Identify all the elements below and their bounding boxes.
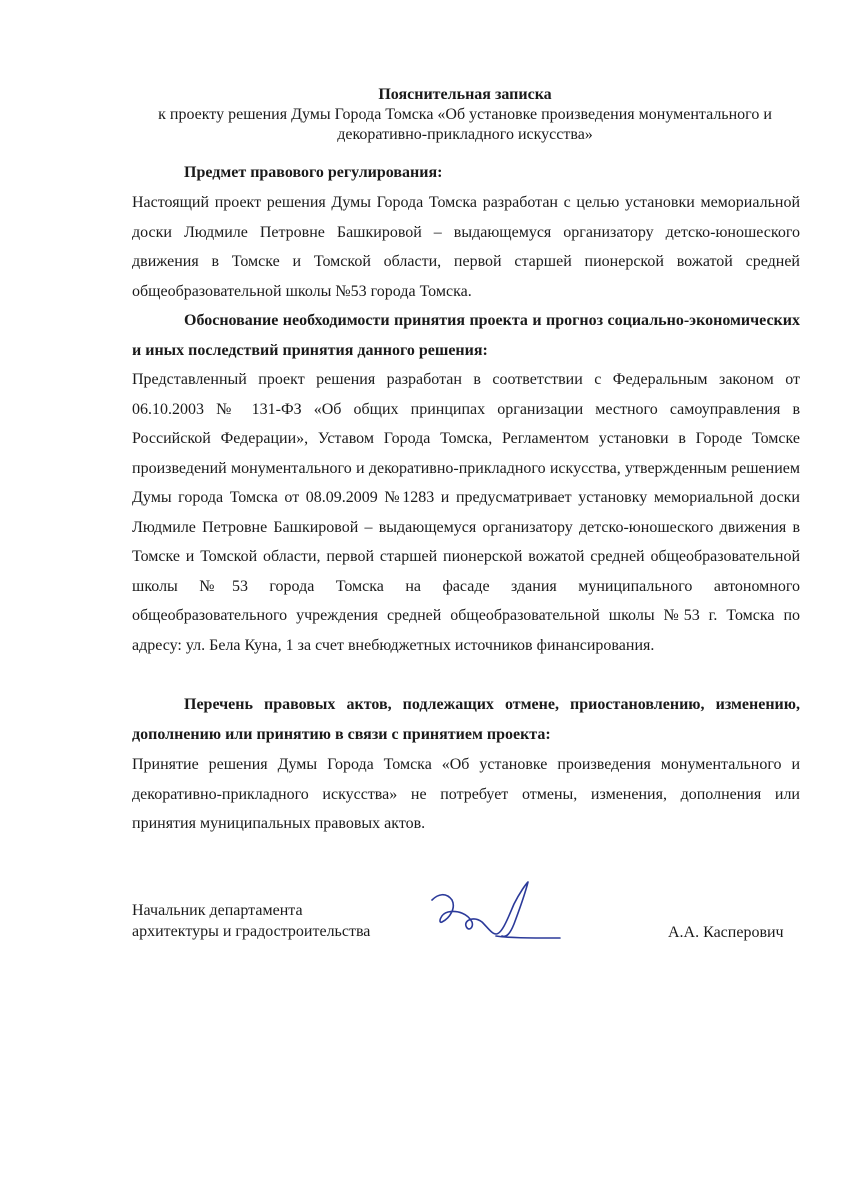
handwritten-signature <box>428 878 568 948</box>
signer-position <box>132 900 370 942</box>
signer-position-line-1: Начальник департамента <box>132 902 303 919</box>
section-heading-legal-acts: Перечень правовых актов, подлежащих отмене, приостановлению, изменению, дополнению или принятию в связи с принятием проекта: <box>132 696 800 743</box>
signer-position-line-2: архитектуры и градостроительства <box>132 923 371 940</box>
section-body-justification: Представленный проект решения разработан в соответствии с Федеральным законом от 06.10.2003 № 131-ФЗ «Об общих принципах организации местного самоуправления в Российской Федерации», Уставом Города Томска, Регламентом установки в Городе Томске произведений монументального и декоративно-прикладного искусства, утвержденным решением Думы города Томска от 08.09.2009 №1283 и предусматривает установку мемориальной доски Людмиле Петровне Башкировой – выдающемуся организатору детско-юношеского движения в Томске и Томской области, первой старшей пионерской вожатой средней общеобразовательной школы №53 города Томска на фасаде здания муниципального автономного общеобразовательного учреждения средней общеобразовательной школы №53 г. Томска по адресу: ул. Бела Куна, 1 за счет внебюджетных источников финансирования. <box>132 371 800 654</box>
section-heading-subject: Предмет правового регулирования: <box>184 164 443 181</box>
document-title: Пояснительная записка <box>378 86 552 103</box>
section-heading-justification: Обоснование необходимости принятия проекта и прогноз социально-экономических и иных последствий принятия данного решения: <box>132 312 800 359</box>
section-body-legal-acts: Принятие решения Думы Города Томска «Об установке произведения монументального и декоративно-прикладного искусства» не потребует отмены, изменения, дополнения или принятия муниципальных правовых актов. <box>132 756 800 832</box>
signer-name: А.А. Касперович <box>668 924 784 941</box>
document-subtitle-line-1: к проекту решения Думы Города Томска «Об установке произведения монументального и <box>158 106 772 123</box>
section-body-subject: Настоящий проект решения Думы Города Томска разработан с целью установки мемориальной доски Людмиле Петровне Башкировой – выдающемуся организатору детско-юношеского движения в Томске и Томской области, первой старшей пионерской вожатой средней общеобразовательной школы №53 города Томска. <box>132 194 800 300</box>
title-block <box>120 85 810 145</box>
document-subtitle-line-2: декоративно-прикладного искусства» <box>337 126 593 143</box>
